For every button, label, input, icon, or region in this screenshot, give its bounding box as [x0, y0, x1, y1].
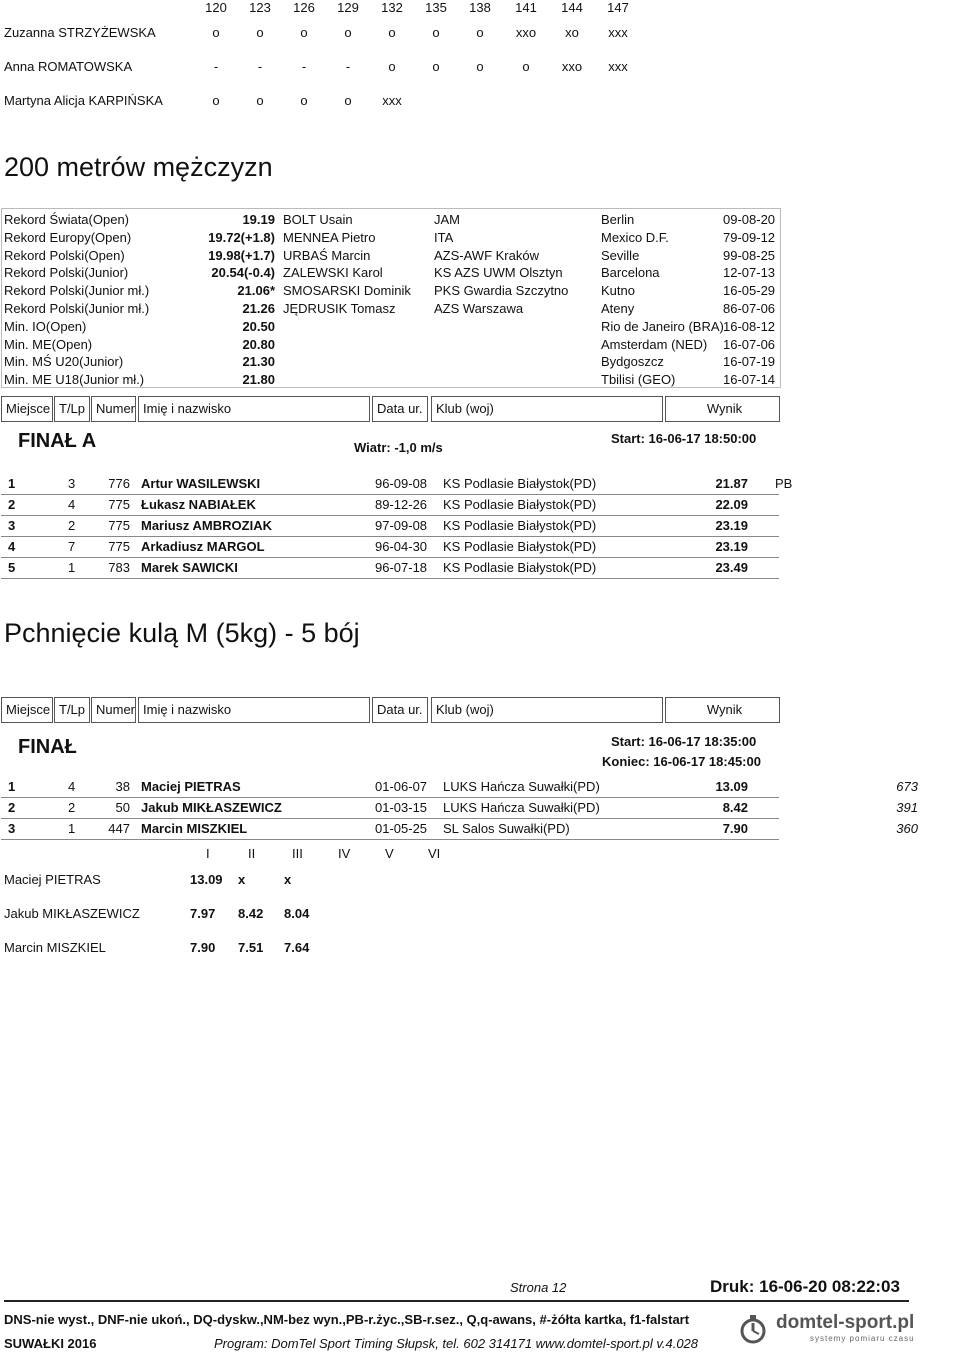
- header-number: Numer: [91, 697, 136, 723]
- height-label: 144: [561, 0, 583, 15]
- attempt-mark: o: [432, 59, 440, 74]
- attempt-header: II: [248, 846, 256, 861]
- record-place: Amsterdam (NED): [601, 336, 708, 352]
- attempt-mark: o: [212, 93, 220, 108]
- result-club: LUKS Hańcza Suwałki(PD): [443, 800, 600, 815]
- result-value: 13.09: [715, 779, 748, 794]
- result-club: LUKS Hańcza Suwałki(PD): [443, 779, 600, 794]
- start-time-shot: Start: 16-06-17 18:35:00: [611, 734, 757, 749]
- record-label: Min. IO(Open): [4, 318, 87, 334]
- result-value: 7.90: [722, 821, 748, 836]
- attempt-mark: x: [284, 872, 292, 887]
- attempt-mark: xxx: [608, 59, 628, 74]
- row-divider: [1, 839, 779, 840]
- record-date: 99-08-25: [723, 247, 776, 263]
- result-number: 447: [108, 821, 130, 836]
- athlete-name: Martyna Alicja KARPIŃSKA: [4, 93, 163, 108]
- attempt-athlete: Marcin MISZKIEL: [4, 940, 106, 955]
- record-club: AZS Warszawa: [434, 301, 524, 316]
- result-number: 775: [108, 497, 130, 512]
- attempt-mark: 8.42: [238, 906, 264, 921]
- record-result: 20.54(-0.4): [211, 265, 275, 281]
- result-place: 3: [8, 518, 16, 533]
- record-club: KS AZS UWM Olsztyn: [434, 265, 563, 281]
- attempt-header: VI: [428, 846, 441, 861]
- record-result: 19.19: [242, 212, 275, 227]
- attempt-mark: o: [522, 59, 530, 74]
- legend-text: DNS-nie wyst., DNF-nie ukoń., DQ-dyskw.,NM-bez wyn.,PB-r.życ.,SB-r.sez., Q,q-awans, #-żółta kartka, f1-falstart: [4, 1312, 690, 1327]
- attempt-mark: 7.64: [284, 940, 310, 955]
- record-athlete: JĘDRUSIK Tomasz: [283, 301, 396, 316]
- record-athlete: MENNEA Pietro: [283, 229, 376, 245]
- result-lane: 4: [68, 497, 76, 512]
- attempt-mark: -: [301, 59, 307, 74]
- record-place: Mexico D.F.: [601, 229, 669, 245]
- result-number: 38: [115, 779, 130, 794]
- record-date: 86-07-06: [723, 301, 776, 316]
- result-place: 1: [8, 779, 16, 794]
- result-value: 23.49: [715, 560, 748, 575]
- result-lane: 7: [68, 539, 76, 554]
- result-place: 1: [8, 476, 16, 491]
- result-name: Marek SAWICKI: [141, 560, 238, 575]
- attempt-mark: 8.04: [284, 906, 310, 921]
- result-value: 23.19: [715, 518, 748, 533]
- record-club: AZS-AWF Kraków: [434, 247, 539, 263]
- program-info: Program: DomTel Sport Timing Słupsk, tel. 602 314171 www.domtel-sport.pl v.4.028: [214, 1336, 699, 1351]
- record-label: Min. ME(Open): [4, 336, 93, 352]
- row-divider: [1, 818, 779, 819]
- attempt-mark: xxx: [382, 93, 402, 108]
- record-date: 16-05-29: [723, 283, 776, 299]
- athlete-name: Anna ROMATOWSKA: [4, 59, 133, 74]
- result-number: 776: [108, 476, 130, 491]
- result-points: 391: [896, 800, 918, 815]
- result-number: 775: [108, 539, 130, 554]
- record-label: Rekord Polski(Open): [4, 247, 125, 263]
- result-dob: 89-12-26: [375, 497, 428, 512]
- attempt-mark: o: [256, 25, 264, 40]
- result-dob: 96-09-08: [375, 476, 428, 491]
- result-value: 23.19: [715, 539, 748, 554]
- result-value: 8.42: [722, 800, 748, 815]
- height-label: 141: [515, 0, 537, 15]
- row-divider: [1, 797, 779, 798]
- attempt-mark: o: [300, 25, 308, 40]
- result-note: PB: [775, 476, 793, 491]
- attempt-mark: o: [256, 93, 264, 108]
- result-club: SL Salos Suwałki(PD): [443, 821, 570, 836]
- record-result: 20.80: [242, 336, 275, 352]
- header-number: Numer: [91, 396, 136, 422]
- record-date: 12-07-13: [723, 265, 776, 281]
- result-dob: 01-06-07: [375, 779, 428, 794]
- record-place: Barcelona: [601, 265, 660, 281]
- result-points: 360: [896, 821, 918, 836]
- attempt-mark: -: [213, 59, 219, 74]
- record-club: ITA: [434, 229, 454, 245]
- attempt-mark: -: [257, 59, 263, 74]
- attempt-mark: o: [388, 59, 396, 74]
- record-athlete: BOLT Usain: [283, 212, 353, 227]
- record-date: 79-09-12: [723, 229, 776, 245]
- result-lane: 2: [68, 518, 76, 533]
- header-dob: Data ur.: [372, 697, 428, 723]
- attempt-mark: o: [300, 93, 308, 108]
- attempt-mark: o: [432, 25, 440, 40]
- result-club: KS Podlasie Białystok(PD): [443, 560, 597, 575]
- record-athlete: ZALEWSKI Karol: [283, 265, 383, 281]
- final-a-title: FINAŁ A: [18, 430, 97, 452]
- row-divider: [1, 557, 779, 558]
- attempt-mark: o: [212, 25, 220, 40]
- attempt-mark: 7.90: [190, 940, 216, 955]
- result-lane: 1: [68, 560, 76, 575]
- result-dob: 01-03-15: [375, 800, 428, 815]
- result-name: Jakub MIKŁASZEWICZ: [141, 800, 282, 815]
- event-title-200m: 200 metrów mężczyzn: [4, 152, 273, 182]
- result-place: 2: [8, 497, 16, 512]
- attempt-header: V: [385, 846, 394, 861]
- record-place: Kutno: [601, 283, 635, 299]
- domtel-logo: [738, 1312, 915, 1348]
- result-number: 783: [108, 560, 130, 575]
- result-place: 3: [8, 821, 16, 836]
- result-name: Artur WASILEWSKI: [141, 476, 261, 491]
- result-name: Mariusz AMBROZIAK: [141, 518, 272, 533]
- athlete-name: Zuzanna STRZYŻEWSKA: [4, 25, 156, 40]
- record-result: 20.50: [242, 318, 275, 334]
- result-lane: 1: [68, 821, 76, 836]
- record-place: Seville: [601, 247, 640, 263]
- result-dob: 01-05-25: [375, 821, 428, 836]
- height-label: 123: [249, 0, 271, 15]
- record-label: Min. MŚ U20(Junior): [4, 354, 124, 370]
- row-divider: [1, 494, 779, 495]
- attempt-header: I: [206, 846, 210, 861]
- logo-subtext: systemy pomiaru czasu: [810, 1334, 915, 1343]
- attempt-mark: o: [476, 59, 484, 74]
- page-number: Strona 12: [510, 1280, 567, 1295]
- result-place: 2: [8, 800, 16, 815]
- print-date: Druk: 16-06-20 08:22:03: [710, 1277, 900, 1296]
- attempt-mark: 7.51: [238, 940, 264, 955]
- footer-divider: [4, 1300, 909, 1302]
- height-label: 147: [607, 0, 629, 15]
- header-club: Klub (woj): [431, 697, 663, 723]
- attempt-athlete: Maciej PIETRAS: [4, 872, 101, 887]
- height-label: 138: [469, 0, 491, 15]
- attempt-mark: xxo: [515, 25, 537, 40]
- header-name: Imię i nazwisko: [138, 396, 370, 422]
- attempt-mark: 7.97: [190, 906, 216, 921]
- result-club: KS Podlasie Białystok(PD): [443, 539, 597, 554]
- record-club: JAM: [434, 212, 460, 227]
- attempt-mark: xxx: [608, 25, 628, 40]
- final-title-shot: FINAŁ: [18, 736, 77, 758]
- attempt-athlete: Jakub MIKŁASZEWICZ: [4, 906, 140, 921]
- result-club: KS Podlasie Białystok(PD): [443, 497, 597, 512]
- event-title-shot: Pchnięcie kulą M (5kg) - 5 bój: [4, 618, 360, 648]
- result-lane: 3: [68, 476, 76, 491]
- attempt-mark: xxo: [561, 59, 583, 74]
- record-club: PKS Gwardia Szczytno: [434, 283, 569, 299]
- result-dob: 97-09-08: [375, 518, 428, 533]
- row-divider: [1, 578, 779, 579]
- result-dob: 96-04-30: [375, 539, 428, 554]
- record-place: Ateny: [601, 301, 635, 316]
- header-name: Imię i nazwisko: [138, 697, 370, 723]
- record-result: 19.98(+1.7): [208, 247, 275, 263]
- record-athlete: URBAŚ Marcin: [283, 247, 371, 263]
- record-place: Berlin: [601, 212, 635, 227]
- record-label: Rekord Polski(Junior mł.): [4, 283, 150, 299]
- stopwatch-icon: [738, 1314, 768, 1344]
- result-club: KS Podlasie Białystok(PD): [443, 518, 597, 533]
- height-label: 135: [425, 0, 447, 15]
- result-name: Marcin MISZKIEL: [141, 821, 248, 836]
- row-divider: [1, 536, 779, 537]
- record-athlete: SMOSARSKI Dominik: [283, 283, 411, 299]
- header-place: Miejsce: [1, 697, 53, 723]
- result-lane: 4: [68, 779, 76, 794]
- header-dob: Data ur.: [372, 396, 428, 422]
- height-label: 126: [293, 0, 315, 15]
- result-points: 673: [896, 779, 918, 794]
- header-result: Wynik: [665, 697, 780, 723]
- record-place: Tbilisi (GEO): [601, 372, 676, 388]
- attempt-mark: x: [238, 872, 246, 887]
- record-result: 19.72(+1.8): [208, 229, 275, 245]
- record-date: 16-08-12: [723, 318, 776, 334]
- header-lane: T/Lp: [54, 697, 90, 723]
- result-name: Łukasz NABIAŁEK: [141, 497, 256, 512]
- attempt-mark: o: [388, 25, 396, 40]
- record-result: 21.30: [242, 354, 275, 370]
- record-result: 21.80: [242, 372, 275, 388]
- result-dob: 96-07-18: [375, 560, 428, 575]
- attempt-mark: o: [344, 93, 352, 108]
- header-club: Klub (woj): [431, 396, 663, 422]
- result-value: 22.09: [715, 497, 748, 512]
- record-label: Rekord Świata(Open): [4, 212, 129, 227]
- logo-text: domtel-sport.pl: [776, 1312, 915, 1333]
- result-number: 775: [108, 518, 130, 533]
- record-label: Rekord Europy(Open): [4, 229, 132, 245]
- attempt-mark: o: [344, 25, 352, 40]
- record-place: Bydgoszcz: [601, 354, 664, 370]
- header-lane: T/Lp: [54, 396, 90, 422]
- result-club: KS Podlasie Białystok(PD): [443, 476, 597, 491]
- result-lane: 2: [68, 800, 76, 815]
- record-place: Rio de Janeiro (BRA): [601, 318, 724, 334]
- attempt-mark: -: [345, 59, 351, 74]
- record-result: 21.06*: [237, 283, 275, 299]
- event-name: SUWAŁKI 2016: [4, 1336, 97, 1351]
- header-place: Miejsce: [1, 396, 53, 422]
- record-label: Min. ME U18(Junior mł.): [4, 372, 145, 388]
- record-date: 16-07-14: [723, 372, 776, 388]
- height-label: 120: [205, 0, 227, 15]
- result-number: 50: [115, 800, 130, 815]
- height-label: 132: [381, 0, 403, 15]
- record-date: 09-08-20: [723, 212, 776, 227]
- height-label: 129: [337, 0, 359, 15]
- record-label: Rekord Polski(Junior mł.): [4, 301, 150, 316]
- end-time-shot: Koniec: 16-06-17 18:45:00: [602, 754, 761, 769]
- start-time-200m: Start: 16-06-17 18:50:00: [611, 431, 757, 446]
- header-result: Wynik: [665, 396, 780, 422]
- row-divider: [1, 515, 779, 516]
- result-place: 5: [8, 560, 16, 575]
- result-name: Arkadiusz MARGOL: [141, 539, 265, 554]
- result-value: 21.87: [715, 476, 748, 491]
- attempt-mark: 13.09: [190, 872, 223, 887]
- attempt-header: III: [292, 846, 303, 861]
- attempt-header: IV: [338, 846, 351, 861]
- wind-info: Wiatr: -1,0 m/s: [354, 440, 443, 455]
- attempt-mark: o: [476, 25, 484, 40]
- record-label: Rekord Polski(Junior): [4, 265, 129, 281]
- record-date: 16-07-19: [723, 354, 776, 370]
- record-date: 16-07-06: [723, 336, 776, 352]
- result-place: 4: [8, 539, 16, 554]
- attempt-mark: xo: [565, 25, 579, 40]
- result-name: Maciej PIETRAS: [141, 779, 241, 794]
- record-result: 21.26: [242, 301, 275, 316]
